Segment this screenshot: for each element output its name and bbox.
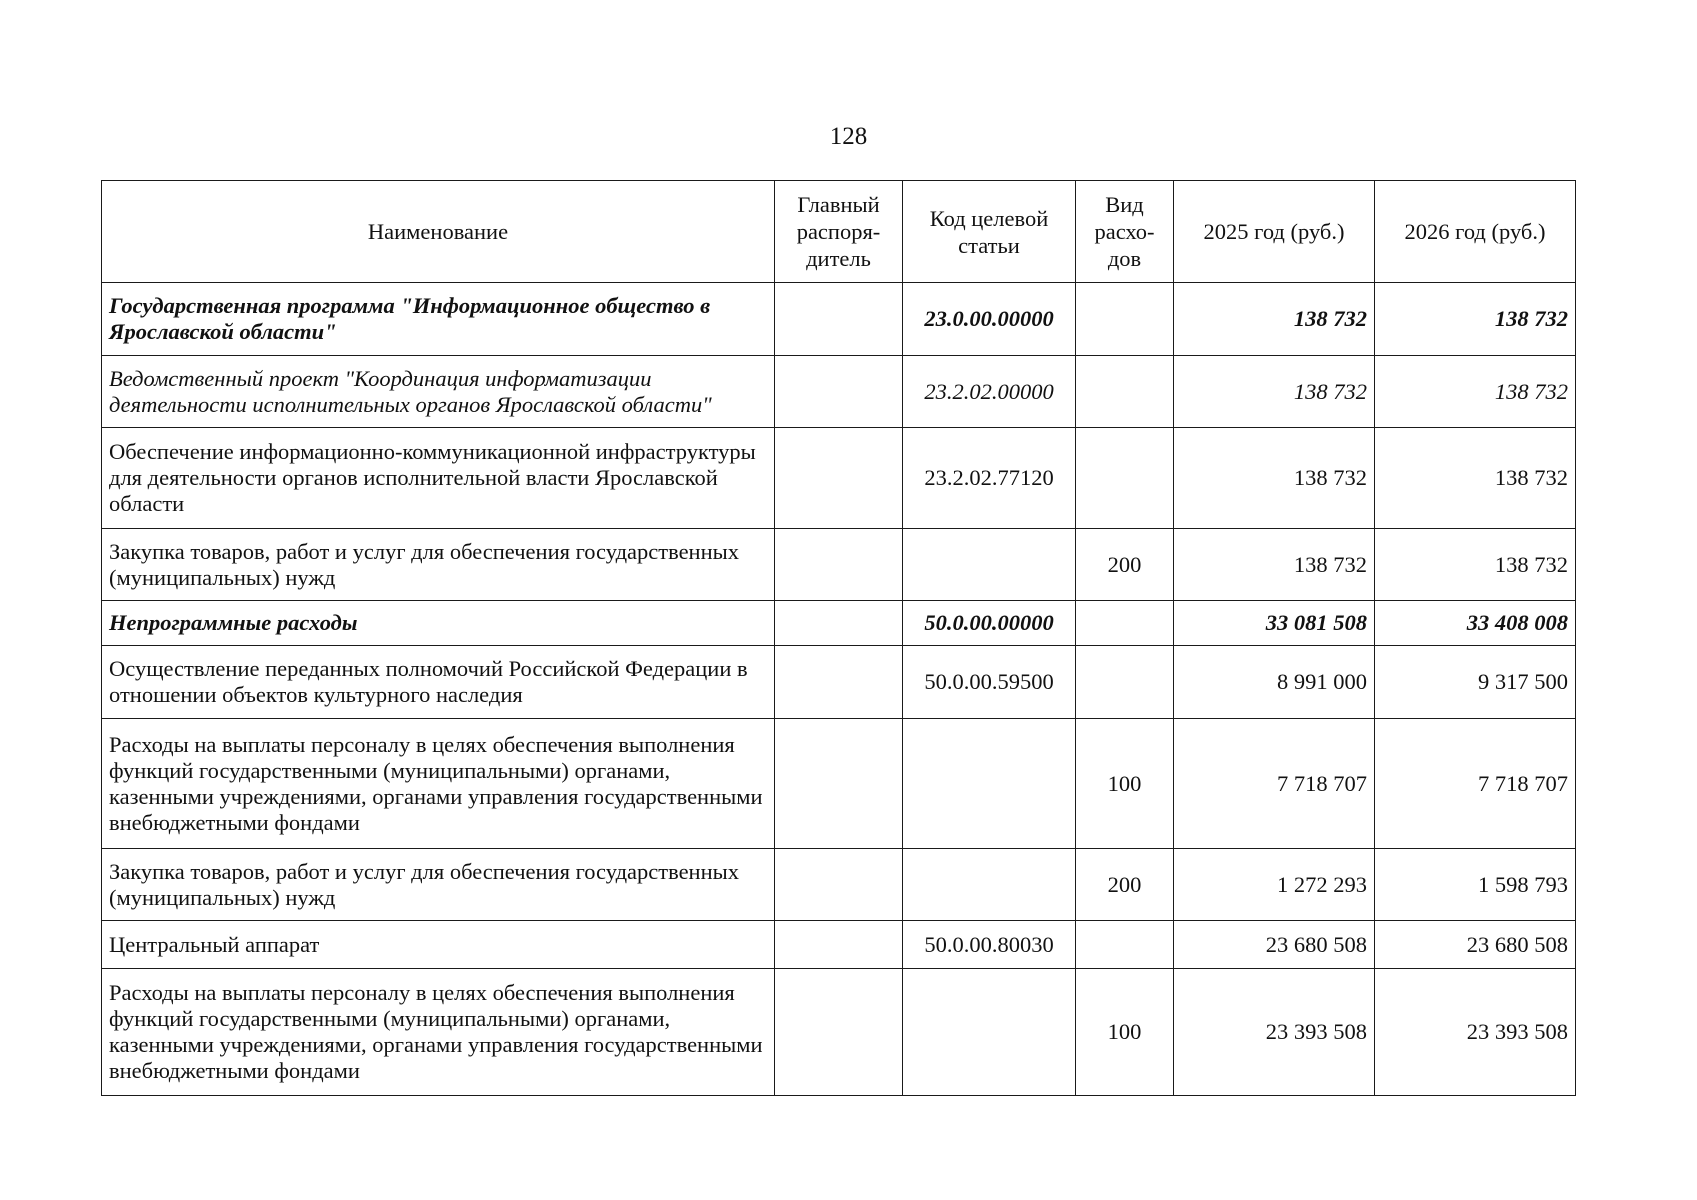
row-admin (775, 719, 903, 849)
table-row (102, 529, 1576, 601)
row-code (903, 969, 1076, 1096)
row-name: Расходы на выплаты персоналу в целях обеспечения выполнения функций государственными (муниципальными) органами, казенными учреждениями, органами управления государственными внебюджетными фондами (102, 719, 775, 849)
row-type (1076, 601, 1174, 646)
row-2026-amount: 9 317 500 (1375, 646, 1576, 719)
row-2026-amount: 1 598 793 (1375, 849, 1576, 921)
row-2026-amount: 7 718 707 (1375, 719, 1576, 849)
row-type (1076, 921, 1174, 969)
row-2026-amount: 33 408 008 (1375, 601, 1576, 646)
row-code: 50.0.00.80030 (903, 921, 1076, 969)
row-2025-amount: 8 991 000 (1174, 646, 1375, 719)
row-admin (775, 921, 903, 969)
table-row (102, 849, 1576, 921)
header-name: Наименование (102, 181, 775, 283)
row-code: 23.0.00.00000 (903, 283, 1076, 356)
row-admin (775, 529, 903, 601)
row-type: 200 (1076, 849, 1174, 921)
row-2025-amount: 138 732 (1174, 283, 1375, 356)
row-name: Осуществление переданных полномочий Российской Федерации в отношении объектов культурного наследия (102, 646, 775, 719)
header-2026: 2026 год (руб.) (1375, 181, 1576, 283)
table-row (102, 719, 1576, 849)
row-code (903, 529, 1076, 601)
table-row (102, 601, 1576, 646)
row-2025-amount: 23 680 508 (1174, 921, 1375, 969)
row-name: Закупка товаров, работ и услуг для обеспечения государственных (муниципальных) нужд (102, 529, 775, 601)
row-2025-amount: 138 732 (1174, 428, 1375, 529)
row-2025-amount: 138 732 (1174, 356, 1375, 428)
row-2026-amount: 23 680 508 (1375, 921, 1576, 969)
table-row (102, 283, 1576, 356)
row-admin (775, 849, 903, 921)
row-2026-amount: 138 732 (1375, 428, 1576, 529)
table-body (102, 283, 1576, 1096)
row-name: Непрограммные расходы (102, 601, 775, 646)
row-2025-amount: 33 081 508 (1174, 601, 1375, 646)
header-code: Код целевой статьи (903, 181, 1076, 283)
row-name: Ведомственный проект "Координация информатизации деятельности исполнительных органов Ярославской области" (102, 356, 775, 428)
row-admin (775, 428, 903, 529)
table-row (102, 969, 1576, 1096)
table-row (102, 646, 1576, 719)
row-admin (775, 283, 903, 356)
row-type (1076, 428, 1174, 529)
page-number: 128 (829, 123, 868, 150)
row-type: 200 (1076, 529, 1174, 601)
row-type (1076, 646, 1174, 719)
header-admin: Главный распоря- дитель (775, 181, 903, 283)
row-code: 50.0.00.00000 (903, 601, 1076, 646)
budget-table (101, 180, 1576, 1096)
row-2025-amount: 7 718 707 (1174, 719, 1375, 849)
row-2025-amount: 1 272 293 (1174, 849, 1375, 921)
row-name: Расходы на выплаты персоналу в целях обеспечения выполнения функций государственными (муниципальными) органами, казенными учреждениями, органами управления государственными внебюджетными фондами (102, 969, 775, 1096)
table-row (102, 428, 1576, 529)
header-type: Вид расхо- дов (1076, 181, 1174, 283)
table-row (102, 356, 1576, 428)
row-name: Закупка товаров, работ и услуг для обеспечения государственных (муниципальных) нужд (102, 849, 775, 921)
header-2025: 2025 год (руб.) (1174, 181, 1375, 283)
row-admin (775, 969, 903, 1096)
row-type (1076, 283, 1174, 356)
row-code: 23.2.02.77120 (903, 428, 1076, 529)
row-admin (775, 646, 903, 719)
table-row (102, 921, 1576, 969)
row-code: 23.2.02.00000 (903, 356, 1076, 428)
row-code: 50.0.00.59500 (903, 646, 1076, 719)
row-name: Обеспечение информационно-коммуникационной инфраструктуры для деятельности органов исполнительной власти Ярославской области (102, 428, 775, 529)
row-2025-amount: 23 393 508 (1174, 969, 1375, 1096)
row-code (903, 719, 1076, 849)
row-name: Государственная программа "Информационное общество в Ярославской области" (102, 283, 775, 356)
table-header-row (102, 181, 1576, 283)
row-name: Центральный аппарат (102, 921, 775, 969)
row-type: 100 (1076, 719, 1174, 849)
row-type (1076, 356, 1174, 428)
row-code (903, 849, 1076, 921)
row-2026-amount: 138 732 (1375, 356, 1576, 428)
row-2026-amount: 138 732 (1375, 283, 1576, 356)
row-2025-amount: 138 732 (1174, 529, 1375, 601)
row-2026-amount: 23 393 508 (1375, 969, 1576, 1096)
row-admin (775, 356, 903, 428)
row-2026-amount: 138 732 (1375, 529, 1576, 601)
row-admin (775, 601, 903, 646)
row-type: 100 (1076, 969, 1174, 1096)
